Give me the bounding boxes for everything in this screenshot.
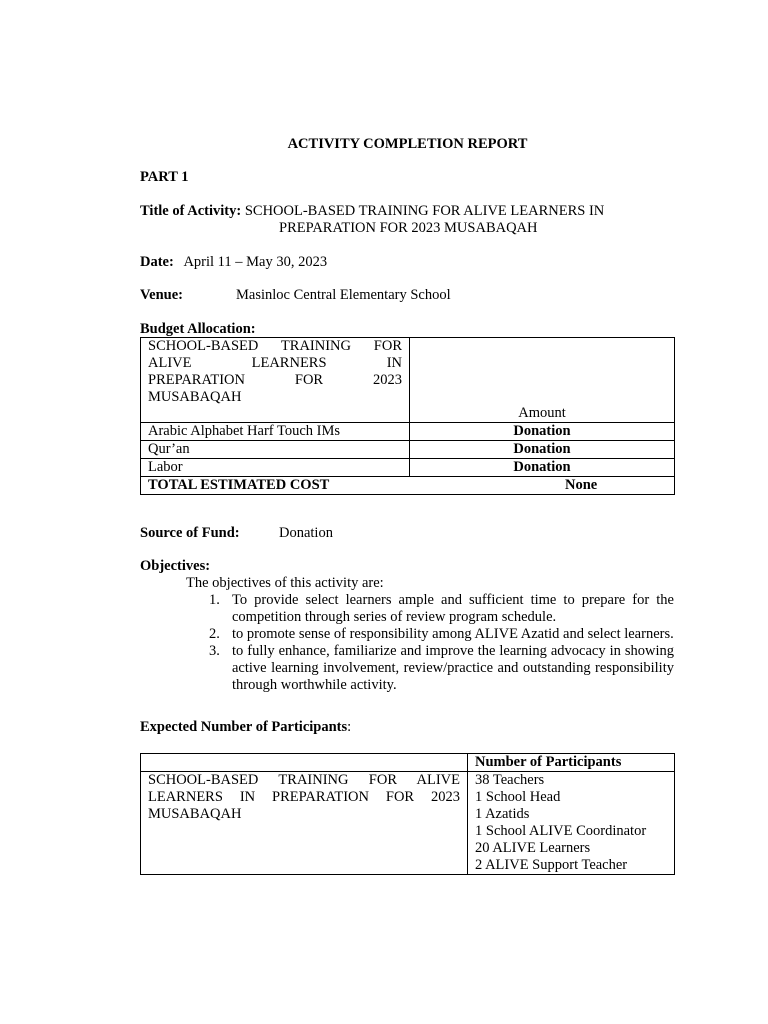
report-title: ACTIVITY COMPLETION REPORT (287, 136, 528, 152)
budget-header-line: PREPARATION FOR 2023 (148, 372, 402, 388)
table-row (141, 441, 675, 459)
budget-header-line: ALIVE LEARNERS IN (148, 355, 402, 371)
total-value: None (565, 477, 598, 493)
objective-text: To provide select learners ample and sufficient time to prepare for the competition through series of review program schedule. (232, 592, 674, 625)
activity-title-block (140, 203, 680, 220)
budget-total-row (141, 477, 675, 495)
date-row (140, 254, 327, 271)
budget-amount: Donation (410, 423, 675, 441)
table-row (141, 772, 675, 875)
objective-text: to fully enhance, familiarize and improve the learning advocacy in showing active learning involvement, review/practice and outstanding responsibility through worthwhile activity. (232, 643, 674, 693)
participants-activity: SCHOOL-BASED TRAINING FOR ALIVE LEARNERS IN PREPARATION FOR 2023 MUSABAQAH (141, 772, 468, 875)
objectives-label: Objectives: (140, 558, 211, 574)
date-value: April 11 – May 30, 2023 (183, 254, 328, 270)
participants-heading (140, 719, 351, 736)
budget-item: Labor (141, 459, 410, 477)
venue-label: Venue: (140, 287, 183, 303)
budget-header-row (141, 338, 675, 423)
participant-entry: 1 School ALIVE Coordinator (475, 823, 647, 839)
budget-label: Budget Allocation: (140, 321, 256, 337)
budget-table (140, 337, 675, 495)
participant-entry: 1 School Head (475, 789, 561, 805)
participant-entry: 2 ALIVE Support Teacher (475, 857, 628, 873)
participants-header: Number of Participants (468, 754, 675, 772)
table-row (141, 459, 675, 477)
source-of-fund-label: Source of Fund: (140, 525, 240, 541)
budget-header-line: MUSABAQAH (148, 389, 242, 405)
budget-amount: Donation (410, 459, 675, 477)
budget-amount: Donation (410, 441, 675, 459)
participants-table (140, 753, 675, 875)
activity-title-line2: PREPARATION FOR 2023 MUSABAQAH (279, 220, 538, 236)
budget-item: Qur’an (141, 441, 410, 459)
list-item (140, 592, 674, 626)
empty-header-cell (141, 754, 468, 772)
objectives-intro: The objectives of this activity are: (186, 575, 384, 591)
amount-header: Amount (518, 405, 566, 421)
participants-header-row (141, 754, 675, 772)
participants-colon: : (347, 719, 352, 735)
objective-number: 3. (209, 643, 220, 659)
list-item (140, 643, 674, 694)
budget-header-line: SCHOOL-BASED TRAINING FOR (148, 338, 402, 354)
budget-total-cell (141, 477, 675, 495)
budget-item: Arabic Alphabet Harf Touch IMs (141, 423, 410, 441)
participants-list-cell (468, 772, 675, 875)
objectives-list (140, 592, 674, 694)
objective-number: 1. (209, 592, 220, 608)
date-label: Date: (140, 254, 174, 270)
table-row (141, 423, 675, 441)
total-label: TOTAL ESTIMATED COST (148, 477, 330, 493)
participant-entry: 38 Teachers (475, 772, 545, 788)
participants-label: Expected Number of Participants (140, 719, 348, 735)
list-item (140, 626, 674, 643)
budget-activity-cell (141, 338, 410, 423)
participant-entry: 20 ALIVE Learners (475, 840, 591, 856)
participant-entry: 1 Azatids (475, 806, 530, 822)
activity-title-label: Title of Activity: (140, 203, 242, 219)
source-of-fund-value: Donation (279, 525, 333, 541)
objective-number: 2. (209, 626, 220, 642)
part-label: PART 1 (140, 169, 189, 185)
venue-value: Masinloc Central Elementary School (236, 287, 451, 303)
objective-text: to promote sense of responsibility among ALIVE Azatid and select learners. (232, 626, 674, 642)
activity-title-line1: SCHOOL-BASED TRAINING FOR ALIVE LEARNERS IN (244, 203, 605, 219)
amount-header-cell (410, 338, 675, 423)
